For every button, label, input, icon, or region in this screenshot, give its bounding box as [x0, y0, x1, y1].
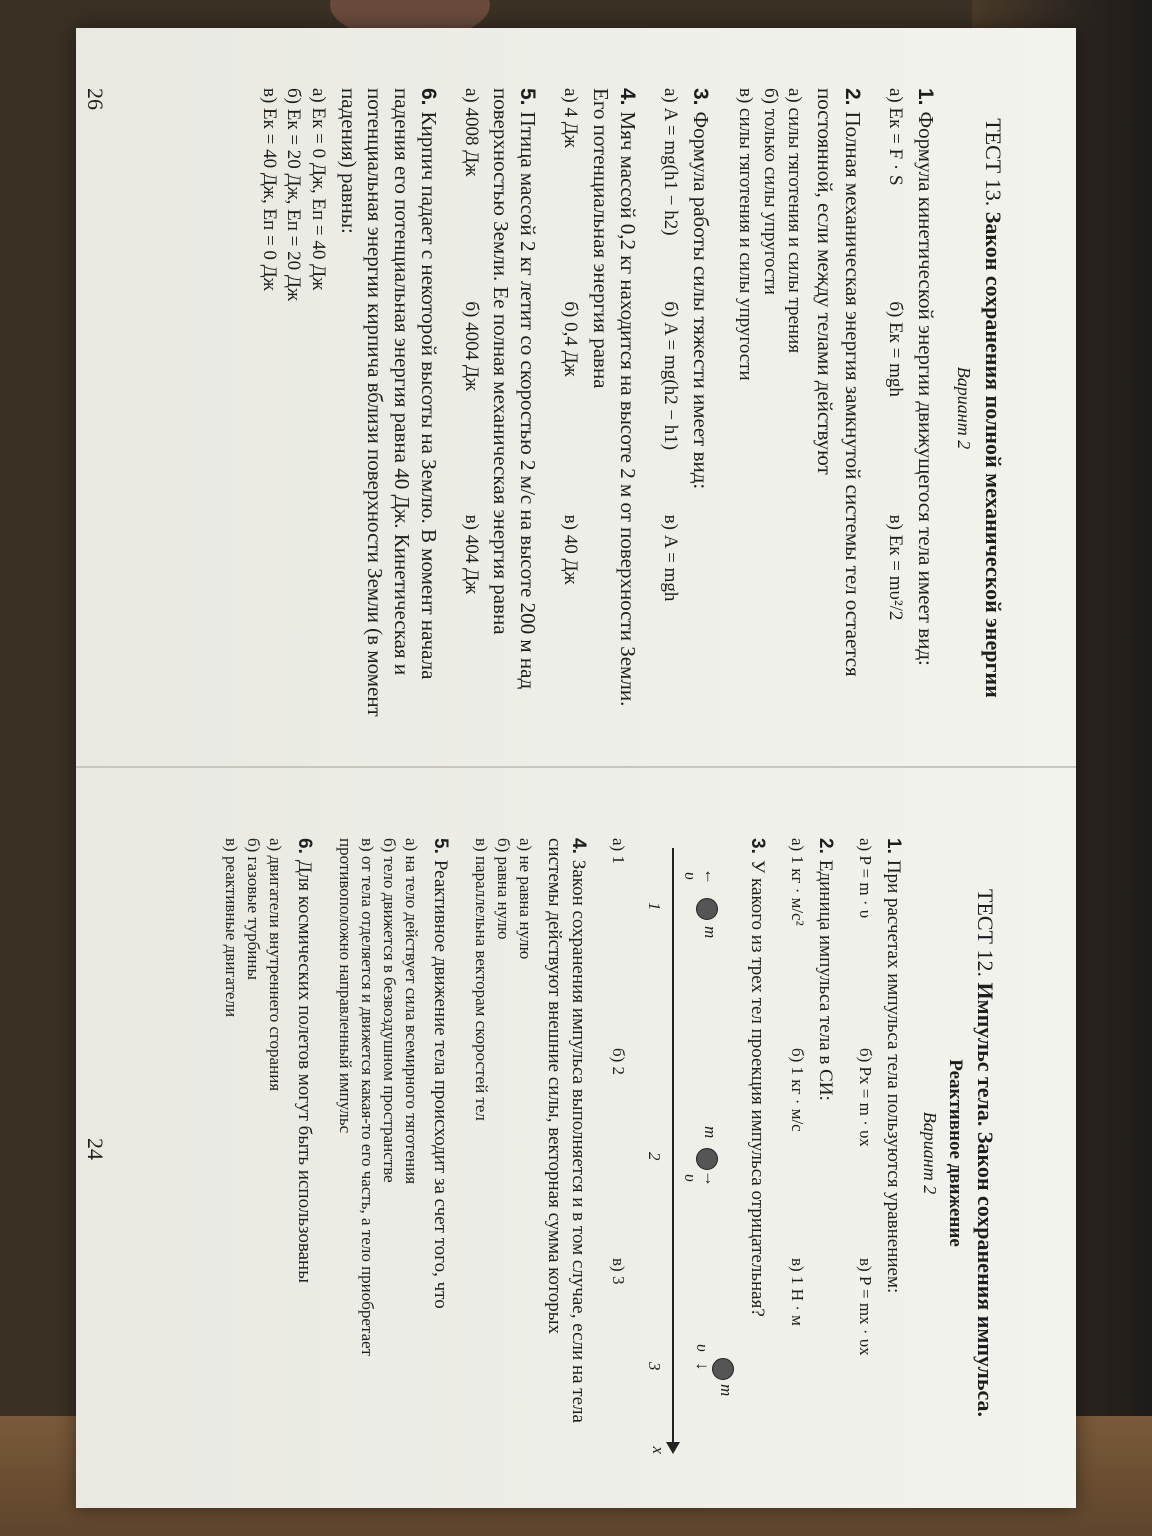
answer-option[interactable]: в) Eк = 40 Дж, Eп = 0 Дж	[258, 88, 280, 291]
body-3-velocity-label: υ	[692, 1344, 712, 1352]
answer-option[interactable]: а) 1	[608, 838, 628, 864]
question-2: 2.Полная механическая энергия замкнутой системы тел остается постоянной, если между телами действуют а) силы тяготения и силы трения б) только силы упругости в) силы тяготения и силы упругости	[732, 88, 866, 728]
answer-option[interactable]: в) Eк = mυ²/2	[884, 514, 906, 621]
answer-option[interactable]: б) тело движется в безвоздушном пространстве	[380, 838, 400, 1183]
body-1-mass-label: m	[700, 926, 720, 939]
answer-option[interactable]: а) силы тяготения и силы трения	[784, 88, 806, 354]
answer-option[interactable]: б) Eк = 20 Дж, Eп = 20 Дж	[283, 88, 305, 301]
body-3-velocity-arrow: ↓	[692, 1362, 712, 1371]
body-2-velocity-label: υ	[680, 1174, 700, 1182]
answer-option[interactable]: б) A = mg(h2 − h1)	[659, 301, 681, 451]
answer-option[interactable]: в) реактивные двигатели	[221, 838, 241, 1018]
answer-option[interactable]: в) 3	[608, 1258, 628, 1285]
answer-option[interactable]: в) от тела отделяется и движется какая-то его часть, а тело приобретает противоположно направленный импульс	[335, 838, 378, 1357]
question-4: 4.Закон сохранения импульса выполняется и в том случае, если на тела системы действуют внешние силы, векторная сумма которых а) не равна нулю б) равна нулю в) параллельна векторам скоростей тел	[470, 838, 590, 1468]
answer-option[interactable]: б) 2	[608, 1048, 628, 1076]
question-3: 3.У какого из трех тел проекция импульса отрицательная? x m ← υ 1 m → υ 2 m ↓ υ 3 а) 1 б) 2 в) 3	[608, 838, 770, 1468]
page-right	[76, 768, 1076, 1508]
answer-option[interactable]: б) Eк = mgh	[884, 301, 906, 397]
question-1: 1.При расчетах импульса тела пользуются уравнением: а) P = m · υ б) Px = m · υx в) P = mx · υx	[855, 838, 905, 1468]
question-5: 5.Птица массой 2 кг летит со скоростью 2 м/с на высоте 200 м над поверхностью Земли. Ее полная механическая энергия равна а) 4008 Дж б) 4004 Дж в) 404 Дж	[460, 88, 542, 728]
body-2-ball	[696, 1148, 718, 1170]
body-2-mass-label: m	[700, 1126, 720, 1139]
answer-option[interactable]: в) 1 Н · м	[788, 1258, 808, 1326]
variant-label: Вариант 2	[954, 366, 974, 450]
body-1-number: 1	[644, 902, 664, 911]
body-2-number: 2	[644, 1152, 664, 1161]
body-1-ball	[696, 898, 718, 920]
momentum-figure	[638, 838, 738, 1468]
answer-option[interactable]: в) A = mgh	[659, 514, 681, 602]
answer-option[interactable]: а) 1 кг · м/с²	[788, 838, 808, 926]
answer-option[interactable]: б) равна нулю	[494, 838, 514, 940]
page-number: 26	[83, 88, 108, 110]
answer-option[interactable]: б) газовые турбины	[244, 838, 263, 980]
answer-option[interactable]: в) 40 Дж	[560, 514, 582, 585]
question-2: 2.Единица импульса тела в СИ: а) 1 кг · м/с² б) 1 кг · м/с в) 1 Н · м	[788, 838, 838, 1468]
answer-option[interactable]: б) только силы упругости	[759, 88, 781, 295]
answer-option[interactable]: в) 404 Дж	[460, 514, 482, 595]
page-title: ТЕСТ 12. Импульс тела. Закон сохранения импульса.	[973, 889, 998, 1417]
answer-option[interactable]: а) Eк = 0 Дж, Eп = 40 Дж	[307, 88, 329, 291]
answer-option[interactable]: а) не равна нулю	[516, 838, 536, 960]
page-number: 24	[83, 1138, 108, 1160]
answer-option[interactable]: в) P = mx · υx	[856, 1258, 876, 1356]
answer-option[interactable]: а) 4 Дж	[560, 88, 582, 148]
answer-option[interactable]: б) 4004 Дж	[460, 301, 482, 391]
answer-option[interactable]: а) A = mg(h1 − h2)	[659, 88, 681, 236]
question-4: 4.Мяч массой 0,2 кг находится на высоте 2 м от поверхности Земли. Его потенциальная энергия равна а) 4 Дж б) 0,4 Дж в) 40 Дж	[559, 88, 641, 728]
page-left	[76, 28, 1076, 768]
answer-option[interactable]: а) 4008 Дж	[460, 88, 482, 177]
question-6: 6.Для космических полетов могут быть использованы а) двигатели внутреннего сгорания б) газовые турбины в) реактивные двигатели	[220, 838, 316, 1468]
answer-option[interactable]: б) 0,4 Дж	[560, 301, 582, 377]
question-6: 6.Кирпич падает с некоторой высоты на Землю. В момент начала падения его потенциальная энергия равна 40 Дж. Кинетическая и потенциальная энергии кирпича вблизи поверхности Земли (в момент падения) равны: а) Eк = 0 Дж, Eп = 40 Дж б) Eк = 20 Дж, Eп = 20 Дж в) Eк = 40 Дж, Eп = 0 Дж	[256, 88, 442, 728]
booklet-spread	[76, 28, 1076, 1508]
body-3-number: 3	[644, 1362, 664, 1371]
answer-option[interactable]: б) 1 кг · м/с	[788, 1048, 808, 1132]
page-title: ТЕСТ 13. Закон сохранения полной механической энергии	[981, 118, 1006, 698]
answer-option[interactable]: б) Px = m · υx	[856, 1048, 876, 1147]
question-3: 3.Формула работы силы тяжести имеет вид: а) A = mg(h1 − h2) б) A = mg(h2 − h1) в) A = mgh	[659, 88, 714, 728]
body-1-velocity-label: υ	[680, 872, 700, 880]
answer-option[interactable]: а) P = m · υ	[856, 838, 876, 919]
answer-option[interactable]: а) на тело действует сила всемирного тяготения	[402, 838, 422, 1185]
answer-option[interactable]: в) силы тяготения и силы упругости	[734, 88, 756, 381]
body-1-velocity-arrow: ←	[700, 868, 720, 885]
x-axis-arrow	[666, 1442, 680, 1454]
question-1: 1.Формула кинетической энергии движущегося тела имеет вид: а) Eк = F · S б) Eк = mgh в) Eк = mυ²/2	[884, 88, 939, 728]
body-2-velocity-arrow: →	[700, 1170, 720, 1187]
question-5: 5.Реактивное движение тела происходит за счет того, что а) на тело действует сила всемирного тяготения б) тело движется в безвоздушном пространстве в) от тела отделяется и движется какая-то его часть, а тело приобретает противоположно направленный импульс	[334, 838, 452, 1468]
variant-label: Вариант 2	[920, 1111, 940, 1195]
x-axis	[672, 848, 674, 1448]
answer-option[interactable]: в) параллельна векторам скоростей тел	[472, 838, 492, 1121]
body-3-mass-label: m	[716, 1384, 736, 1397]
answer-option[interactable]: а) Eк = F · S	[884, 88, 906, 186]
body-3-ball	[712, 1358, 734, 1380]
answer-option[interactable]: а) двигатели внутреннего сгорания	[266, 838, 286, 1092]
x-axis-label: x	[648, 1446, 668, 1454]
page-subtitle: Реактивное движение	[945, 1059, 966, 1247]
